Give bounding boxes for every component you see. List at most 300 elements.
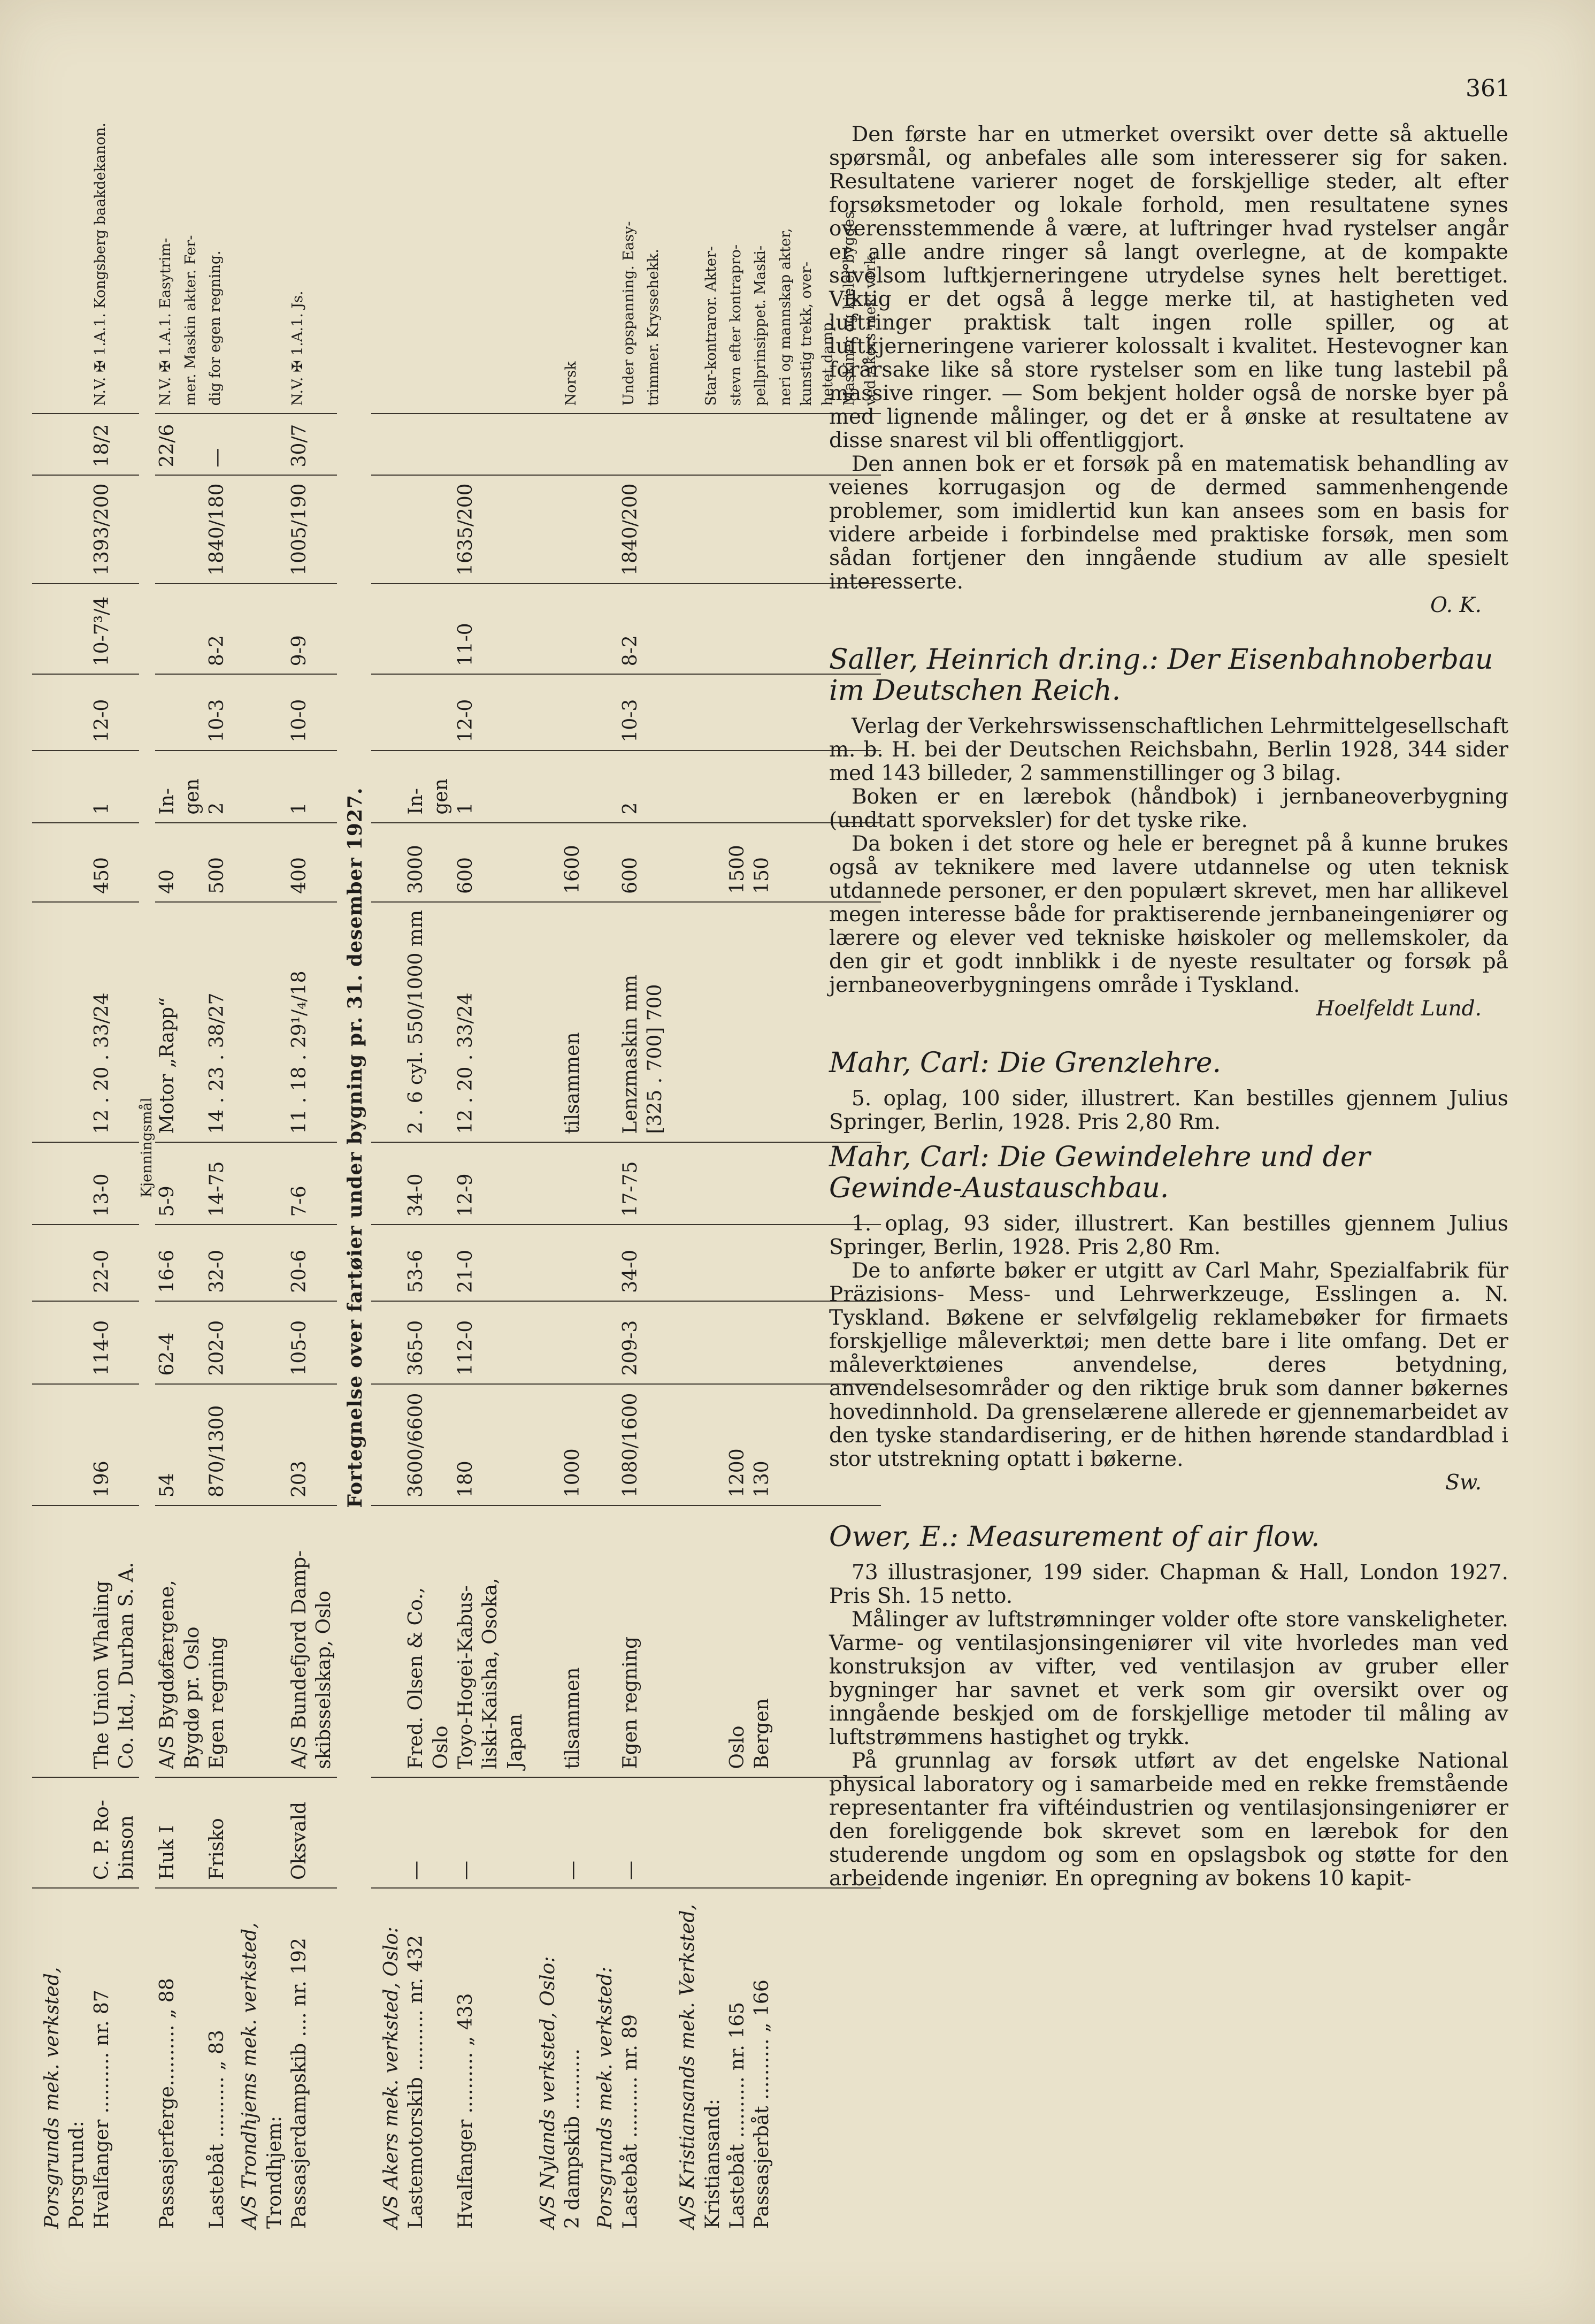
- table-cell-v3: [775, 1142, 796, 1225]
- table-cell-screws: 1: [287, 751, 312, 823]
- table-row: [114, 59, 139, 2236]
- table-cell-power: [65, 902, 89, 1142]
- table-cell-speed2: [725, 584, 750, 674]
- table-cell-tons: [65, 1384, 89, 1505]
- table-cell-v1: [796, 1301, 817, 1384]
- table-cell-power: tilsammen: [561, 902, 585, 1142]
- table-cell-screws: [796, 751, 817, 823]
- table-cell-tons: [796, 1384, 817, 1505]
- table-cell-hk: [643, 823, 668, 902]
- table-cell-speed: [65, 674, 89, 750]
- table-cell-date: [701, 414, 725, 475]
- table-cell-speed: [528, 674, 561, 750]
- table-cell-name: Huk I: [155, 1777, 180, 1888]
- table-cell-v3: 14-75: [205, 1142, 229, 1225]
- table-cell-hk: 1600: [561, 823, 585, 902]
- table-cell-v2: 34-0: [618, 1225, 643, 1301]
- table-cell-tons: [643, 1384, 668, 1505]
- review-paragraph: Den første har en utmerket oversikt over dette så aktuelle spørsmål, og anbefales alle som interesserer sig for saken. Resultatene varierer noget de forskjellige steder, alt efter forsøksmetoder og lokale forhold, men resultatene synes overensstemmende å være, at luftringer hvad rystelser angår er alle andre ringer så langt overlegne, at de kompakte såvelsom luftkjerneringene utrydelse synes helt berettiget. Viktig er det også å legge merke til, at hastigheten ved luftringer praktisk talt ingen rolle spiller, og at luftkjerneringene varierer kolossalt i kvalitet. Hestevogner kan forårsake like så store rystelser som en like tung lastebil på massive ringer. — Som bekjent holder også de norske byer på med lignende målinger, og det er å ønske at resultatene av disse snarest vil bli offentliggjort.: [829, 123, 1508, 453]
- table-cell-screws: [725, 751, 750, 823]
- table-cell-owner: [701, 1505, 725, 1777]
- table-cell-owner: Oslo: [725, 1505, 750, 1777]
- table-cell-v1: [750, 1301, 775, 1384]
- table-cell-v1: [371, 1301, 404, 1384]
- table-cell-v2: [263, 1225, 287, 1301]
- table-cell-name: [429, 1777, 454, 1888]
- table-cell-speed2: [668, 584, 700, 674]
- table-cell-notes: Norsk: [561, 59, 585, 414]
- table-cell-power: Motor „Rapp“: [155, 902, 180, 1142]
- table-cell-notes: [229, 59, 262, 414]
- table-cell-notes: dig for egen regning.: [205, 59, 229, 414]
- table-cell-speed: [585, 674, 618, 750]
- table-cell-date: [371, 414, 404, 475]
- table-cell-screws: [528, 751, 561, 823]
- table-cell-speed2: 10-7³/4: [90, 584, 114, 674]
- table-cell-power: 14 . 23 . 38/27: [205, 902, 229, 1142]
- table-cell-v1: [32, 1301, 65, 1384]
- review-paragraph: Målinger av luftstrømninger volder ofte store vanskeligheter. Varme- og ventilasjonsingeniører vil vite hvorledes man ved konstruksjon av vifter, ved ventilasjon av gruber eller bygninger har savnet et verk som gir oversikt over og inngående beskjed om de forskjellige metoder til måling av luftstrømmens hastighet og trykk.: [829, 1608, 1508, 1749]
- table-cell-owner: [32, 1505, 65, 1777]
- table-cell-screws: [561, 751, 585, 823]
- table-cell-power: [229, 902, 262, 1142]
- table-cell-screws: [668, 751, 700, 823]
- page-number: 361: [1466, 75, 1510, 102]
- table-cell-v3: 12-9: [454, 1142, 478, 1225]
- table-cell-name: —: [454, 1777, 478, 1888]
- table-cell-tons: 196: [90, 1384, 114, 1505]
- review-bibliography: 1. oplag, 93 sider, illustrert. Kan bestilles gjennem Julius Springer, Berlin, 1928. Pris 2,80 Rm.: [829, 1212, 1508, 1259]
- table-cell-hk: [114, 823, 139, 902]
- table-cell-v1: [775, 1301, 796, 1384]
- table-cell-notes: [371, 59, 404, 414]
- table-cell-v1: 105-0: [287, 1301, 312, 1384]
- table-row: [371, 59, 404, 2236]
- table-cell-tons: 54: [155, 1384, 180, 1505]
- table-cell-hk: 600: [618, 823, 643, 902]
- table-cell-vessel: [796, 1888, 817, 2236]
- table-row: [668, 59, 700, 2236]
- table-cell-v3: [585, 1142, 618, 1225]
- table-cell-hk: [229, 823, 262, 902]
- table-cell-owner: [668, 1505, 700, 1777]
- review-signature: Sw.: [1445, 1471, 1482, 1495]
- table-cell-tons: 1000: [561, 1384, 585, 1505]
- reviews-column: [829, 123, 1508, 1891]
- table-cell-hk: [668, 823, 700, 902]
- table-cell-hk: 3000: [404, 823, 428, 902]
- table-cell-screws: [643, 751, 668, 823]
- table-cell-dims: [750, 475, 775, 583]
- table-cell-v2: [65, 1225, 89, 1301]
- table-cell-dims: [701, 475, 725, 583]
- table-cell-date: [561, 414, 585, 475]
- table-cell-notes: [668, 59, 700, 414]
- table-cell-v1: [114, 1301, 139, 1384]
- table-cell-v1: [229, 1301, 262, 1384]
- table-cell-vessel: Passasjerferge.......... „ 88: [156, 1978, 179, 2229]
- table-cell-date: [429, 414, 454, 475]
- table-cell-date: 18/2: [90, 414, 114, 475]
- table-cell-vessel: [503, 1888, 528, 2236]
- table-cell-screws: [312, 751, 336, 823]
- table-cell-speed2: [312, 584, 336, 674]
- review-heading: Ower, E.: Measurement of air flow.: [829, 1521, 1320, 1553]
- table-cell-speed: [429, 674, 454, 750]
- table-cell-v1: [429, 1301, 454, 1384]
- table-cell-tons: 1200: [725, 1384, 750, 1505]
- table-cell-dims: [528, 475, 561, 583]
- table-cell-screws: [701, 751, 725, 823]
- table-cell-date: [32, 414, 65, 475]
- table-cell-speed: [114, 674, 139, 750]
- table-cell-v2: [725, 1225, 750, 1301]
- table-cell-owner: [528, 1505, 561, 1777]
- table-cell-v3: [371, 1142, 404, 1225]
- table-cell-v3: [503, 1142, 528, 1225]
- review-signature: O. K.: [1430, 593, 1482, 617]
- table-cell-hk: [775, 823, 796, 902]
- ship-table: [32, 59, 881, 2236]
- table-cell-name: [371, 1777, 404, 1888]
- table-cell-screws: [263, 751, 287, 823]
- table-cell-v2: [229, 1225, 262, 1301]
- table-cell-vessel: Porsgrunds mek. verksted:: [594, 1967, 617, 2229]
- table-cell-v1: [668, 1301, 700, 1384]
- table-cell-date: [618, 414, 643, 475]
- table-cell-hk: 150: [750, 823, 775, 902]
- table-cell-notes: Star-kontraror. Akter-: [701, 59, 725, 414]
- table-cell-name: —: [561, 1777, 585, 1888]
- table-cell-tons: [701, 1384, 725, 1505]
- table-cell-vessel: Lastemotorskib .......... nr. 432: [405, 1935, 427, 2229]
- table-row: [287, 59, 312, 2236]
- table-cell-tons: [585, 1384, 618, 1505]
- table-cell-name: Frisko: [205, 1777, 229, 1888]
- table-cell-name: [65, 1777, 89, 1888]
- table-cell-speed2: [796, 584, 817, 674]
- table-cell-hk: [478, 823, 503, 902]
- table-cell-name: [528, 1777, 561, 1888]
- table-cell-vessel: A/S Trondhjems mek. verksted,: [239, 1922, 261, 2229]
- table-cell-v3: [750, 1142, 775, 1225]
- table-cell-notes: [503, 59, 528, 414]
- table-cell-v2: [312, 1225, 336, 1301]
- table-cell-hk: 450: [90, 823, 114, 902]
- table-cell-name: Oksvald: [287, 1777, 312, 1888]
- table-cell-owner: [371, 1505, 404, 1777]
- table-cell-name: —: [618, 1777, 643, 1888]
- table-cell-name: —: [404, 1777, 428, 1888]
- review-bibliography: 5. oplag, 100 sider, illustrert. Kan bestilles gjennem Julius Springer, Berlin, 1928. Pris 2,80 Rm.: [829, 1087, 1508, 1134]
- table-cell-v2: 16-6: [155, 1225, 180, 1301]
- table-cell-v3: [429, 1142, 454, 1225]
- table-cell-v1: 202-0: [205, 1301, 229, 1384]
- table-subheading: Fortegnelse over fartøier under bygning pr. 31. desember 1927.: [343, 787, 366, 1508]
- table-cell-vessel: Porsgrunds mek. verksted,: [41, 1967, 63, 2229]
- table-cell-date: [180, 414, 205, 475]
- table-cell-date: [585, 414, 618, 475]
- table-cell-speed: [155, 674, 180, 750]
- table-cell-v1: 112-0: [454, 1301, 478, 1384]
- table-cell-v3: [528, 1142, 561, 1225]
- table-cell-notes: neri og mannskap akter,: [775, 59, 796, 414]
- table-cell-hk: [701, 823, 725, 902]
- table-cell-name: [750, 1777, 775, 1888]
- table-cell-v1: [65, 1301, 89, 1384]
- table-cell-notes: hetet damp.: [817, 59, 839, 414]
- review-paragraph: På grunnlag av forsøk utført av det engelske National physical laboratory og i samarbeide med en rekke fremstående representanter fra viftéindustrien og ventilasjonsingeniører er den foreliggende bok skrevet som en lærebok for den studerende ungdom og som en opslagsbok og støtte for den arbeidende ingeniør. En opregning av bokens 10 kapit-: [829, 1749, 1508, 1891]
- table-cell-vessel: [312, 1888, 336, 2236]
- table-cell-v1: 62-4: [155, 1301, 180, 1384]
- table-cell-v2: [478, 1225, 503, 1301]
- table-cell-speed: [643, 674, 668, 750]
- table-cell-name: [503, 1777, 528, 1888]
- review-bibliography: Verlag der Verkehrswissenschaftlichen Lehrmittelgesellschaft m. b. H. bei der Deutschen Reichsbahn, Berlin 1928, 344 sider med 143 billeder, 2 sammenstillinger og 3 bilag.: [829, 714, 1508, 785]
- table-cell-speed: 12-0: [90, 674, 114, 750]
- ship-table-region: [32, 59, 879, 2236]
- table-cell-screws: 1: [90, 751, 114, 823]
- table-cell-v2: 32-0: [205, 1225, 229, 1301]
- table-cell-speed: [32, 674, 65, 750]
- table-cell-date: 22/6: [155, 414, 180, 475]
- table-cell-notes: ved Akers mek. verk.: [860, 59, 881, 414]
- table-row: [775, 59, 796, 2236]
- table-cell-name: binson: [114, 1777, 139, 1888]
- table-cell-owner: The Union Whaling: [90, 1505, 114, 1777]
- table-cell-name: [668, 1777, 700, 1888]
- table-cell-dims: [32, 475, 65, 583]
- table-cell-name: [725, 1777, 750, 1888]
- table-cell-notes: N.V. ✠ 1.A.1. Easytrim-: [155, 59, 180, 414]
- table-cell-screws: [750, 751, 775, 823]
- table-cell-date: [478, 414, 503, 475]
- table-cell-v2: 53-6: [404, 1225, 428, 1301]
- table-cell-vessel: [839, 1888, 860, 2236]
- table-cell-power: 12 . 20 . 33/24: [90, 902, 114, 1142]
- table-cell-speed2: [180, 584, 205, 674]
- table-cell-screws: gen: [180, 751, 205, 823]
- table-cell-v1: [561, 1301, 585, 1384]
- table-cell-owner: [263, 1505, 287, 1777]
- table-cell-speed: [312, 674, 336, 750]
- table-row: [229, 59, 262, 2236]
- table-cell-hk: 40: [155, 823, 180, 902]
- table-row: [796, 59, 817, 2236]
- table-cell-speed2: 8-2: [205, 584, 229, 674]
- table-cell-v3: [180, 1142, 205, 1225]
- table-cell-v2: [796, 1225, 817, 1301]
- table-cell-screws: 2: [205, 751, 229, 823]
- table-cell-v1: [528, 1301, 561, 1384]
- table-row: [528, 59, 561, 2236]
- table-cell-speed2: [503, 584, 528, 674]
- table-cell-hk: 400: [287, 823, 312, 902]
- review-heading: Saller, Heinrich dr.ing.: Der Eisenbahnoberbau im Deutschen Reich.: [829, 644, 1493, 707]
- table-row: [155, 59, 180, 2236]
- table-cell-notes: stevn efter kontrapro-: [725, 59, 750, 414]
- table-cell-vessel: A/S Nylands verksted, Oslo:: [536, 1956, 559, 2229]
- table-cell-tons: 870/1300: [205, 1384, 229, 1505]
- table-cell-vessel: Passasjerdampskib .... nr. 192: [288, 1938, 311, 2229]
- table-cell-v1: [725, 1301, 750, 1384]
- table-cell-notes: Maskiner og kjeler bygges: [839, 59, 860, 414]
- table-cell-owner: [585, 1505, 618, 1777]
- table-cell-v2: [701, 1225, 725, 1301]
- table-row: [561, 59, 585, 2236]
- table-cell-tons: [229, 1384, 262, 1505]
- table-cell-power: [775, 902, 796, 1142]
- table-note: Kjenningsmål: [139, 1097, 156, 1198]
- table-cell-v1: [263, 1301, 287, 1384]
- table-cell-speed: 12-0: [454, 674, 478, 750]
- table-cell-speed: [478, 674, 503, 750]
- table-cell-dims: 1840/200: [618, 475, 643, 583]
- table-cell-v2: [503, 1225, 528, 1301]
- table-cell-name: [229, 1777, 262, 1888]
- table-cell-date: 30/7: [287, 414, 312, 475]
- table-cell-date: [503, 414, 528, 475]
- table-cell-dims: 1840/180: [205, 475, 229, 583]
- table-cell-tons: 3600/6600: [404, 1384, 428, 1505]
- table-cell-dims: 1005/190: [287, 475, 312, 583]
- table-cell-power: 11 . 18 . 29¹/₄/18: [287, 902, 312, 1142]
- table-cell-speed: [404, 674, 428, 750]
- table-cell-vessel: Hvalfanger .......... „ 433: [454, 1993, 477, 2229]
- table-cell-vessel: 2 dampskib ..........: [562, 2048, 584, 2229]
- table-cell-notes: [478, 59, 503, 414]
- table-cell-notes: [454, 59, 478, 414]
- table-cell-hk: [312, 823, 336, 902]
- review-paragraph: Boken er en lærebok (håndbok) i jernbaneoverbygning (undtatt sporveksler) for det tyske rike.: [829, 785, 1508, 832]
- table-cell-hk: 600: [454, 823, 478, 902]
- table-cell-hk: [65, 823, 89, 902]
- table-cell-name: [32, 1777, 65, 1888]
- table-cell-name: [180, 1777, 205, 1888]
- table-cell-date: [796, 414, 817, 475]
- table-row: [618, 59, 643, 2236]
- table-cell-notes: [404, 59, 428, 414]
- table-cell-date: [643, 414, 668, 475]
- table-cell-tons: 130: [750, 1384, 775, 1505]
- table-cell-speed2: [775, 584, 796, 674]
- table-cell-screws: [371, 751, 404, 823]
- table-cell-vessel: [478, 1888, 503, 2236]
- table-cell-tons: [114, 1384, 139, 1505]
- table-cell-dims: [155, 475, 180, 583]
- table-cell-vessel: [860, 1888, 881, 2236]
- table-cell-name: [775, 1777, 796, 1888]
- table-cell-power: [528, 902, 561, 1142]
- table-cell-notes: [528, 59, 561, 414]
- table-cell-name: C. P. Ro-: [90, 1777, 114, 1888]
- table-cell-v1: [478, 1301, 503, 1384]
- table-row: [205, 59, 229, 2236]
- table-cell-speed2: [32, 584, 65, 674]
- table-cell-screws: [65, 751, 89, 823]
- table-row: [750, 59, 775, 2236]
- table-cell-name: [312, 1777, 336, 1888]
- table-cell-owner: Co. ltd., Durban S. A.: [114, 1505, 139, 1777]
- table-cell-owner: A/S Bundefjord Damp-: [287, 1505, 312, 1777]
- table-cell-tons: [528, 1384, 561, 1505]
- table-cell-speed: [561, 674, 585, 750]
- table-cell-v3: [643, 1142, 668, 1225]
- table-cell-speed2: [701, 584, 725, 674]
- table-row: [65, 59, 89, 2236]
- table-cell-vessel: [180, 1888, 205, 2236]
- table-cell-owner: Japan: [503, 1505, 528, 1777]
- table-cell-v2: [180, 1225, 205, 1301]
- table-cell-owner: liski-Kaisha, Osoka,: [478, 1505, 503, 1777]
- table-cell-power: [180, 902, 205, 1142]
- table-cell-power: 12 . 20 . 33/24: [454, 902, 478, 1142]
- table-cell-tons: [429, 1384, 454, 1505]
- table-cell-tons: 1080/1600: [618, 1384, 643, 1505]
- table-cell-vessel: [114, 1888, 139, 2236]
- table-cell-v3: [229, 1142, 262, 1225]
- table-cell-power: [371, 902, 404, 1142]
- table-cell-owner: [775, 1505, 796, 1777]
- table-cell-tons: [32, 1384, 65, 1505]
- table-row: [429, 59, 454, 2236]
- table-cell-screws: 1: [454, 751, 478, 823]
- table-cell-power: [114, 902, 139, 1142]
- table-cell-dims: [65, 475, 89, 583]
- table-cell-dims: [643, 475, 668, 583]
- table-cell-speed: [725, 674, 750, 750]
- table-cell-screws: [503, 751, 528, 823]
- table-row: [180, 59, 205, 2236]
- table-cell-owner: [796, 1505, 817, 1777]
- table-cell-owner: A/S Bygdøfærgene,: [155, 1505, 180, 1777]
- table-cell-dims: [478, 475, 503, 583]
- table-cell-speed2: [404, 584, 428, 674]
- table-cell-speed2: [371, 584, 404, 674]
- table-cell-speed: 10-3: [618, 674, 643, 750]
- table-cell-notes: trimmer. Kryssehekk.: [643, 59, 668, 414]
- table-cell-vessel: A/S Akers mek. verksted, Oslo:: [380, 1927, 402, 2229]
- table-cell-speed: 10-3: [205, 674, 229, 750]
- review-paragraph: Da boken i det store og hele er beregnet på å kunne brukes også av teknikere med lavere utdannelse og uten teknisk utdannede personer, er den populært skrevet, men har allikevel megen interesse både for praktiserende jernbaneingeniører og lærere og elever ved tekniske høiskoler og mellemskoler, da den gir et godt innblikk i de nyeste resultater og forsøk på jernbaneoverbygningens område i Tyskland.: [829, 832, 1508, 997]
- table-cell-tons: 203: [287, 1384, 312, 1505]
- table-cell-date: [229, 414, 262, 475]
- table-cell-notes: [429, 59, 454, 414]
- table-row: [478, 59, 503, 2236]
- table-cell-speed: [503, 674, 528, 750]
- table-cell-date: [263, 414, 287, 475]
- table-cell-screws: In-: [155, 751, 180, 823]
- table-row: [263, 59, 287, 2236]
- table-cell-v1: 114-0: [90, 1301, 114, 1384]
- table-cell-power: [701, 902, 725, 1142]
- table-cell-dims: [725, 475, 750, 583]
- table-cell-name: [701, 1777, 725, 1888]
- table-cell-notes: [32, 59, 65, 414]
- table-cell-v1: [585, 1301, 618, 1384]
- table-cell-speed2: [65, 584, 89, 674]
- table-cell-date: —: [205, 414, 229, 475]
- table-row: [585, 59, 618, 2236]
- table-cell-v2: [775, 1225, 796, 1301]
- table-cell-v3: [65, 1142, 89, 1225]
- table-cell-v2: 22-0: [90, 1225, 114, 1301]
- table-cell-speed2: [114, 584, 139, 674]
- table-cell-notes: mer. Maskin akter. Fer-: [180, 59, 205, 414]
- table-row: [337, 59, 371, 2236]
- table-cell-power: [585, 902, 618, 1142]
- table-row: [454, 59, 478, 2236]
